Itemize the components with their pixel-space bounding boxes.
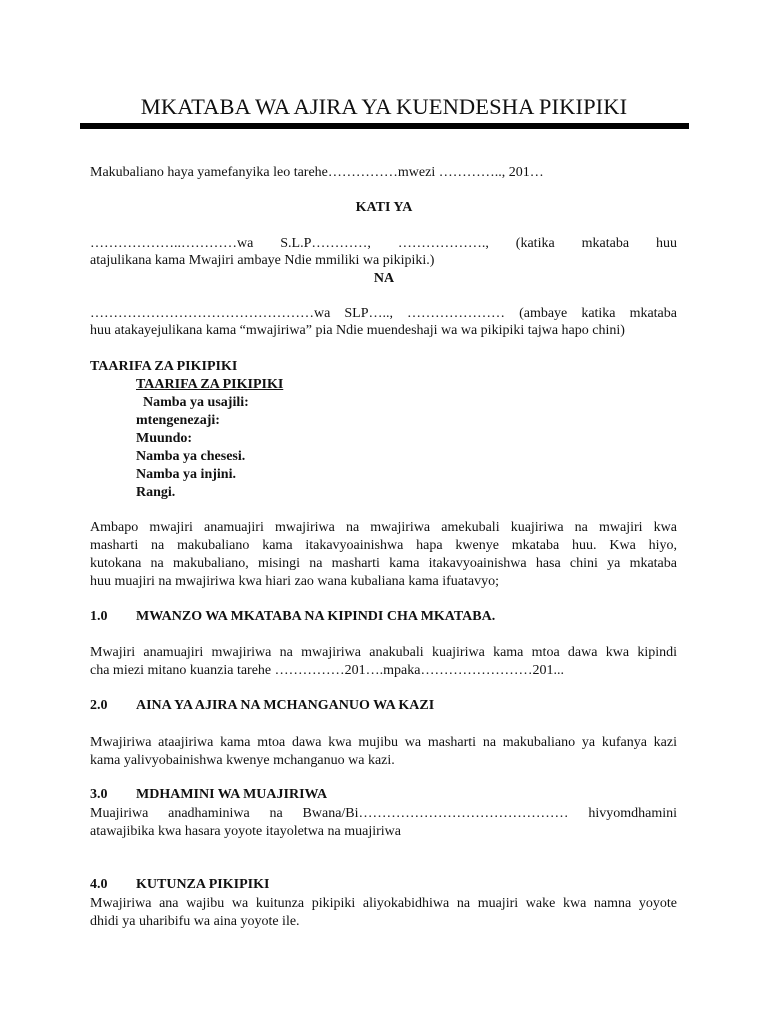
section-4-line2: dhidi ya uharibifu wa aina yoyote ile. (90, 914, 300, 929)
section-4-line1: Mwajiriwa ana wajibu wa kuitunza pikipiki aliyokabidhiwa na muajiri wake kwa namna yoyote (90, 896, 677, 911)
title-underline-rule (80, 123, 689, 129)
field-rangi: Rangi. (136, 485, 176, 500)
ambapo-line3: kutokana na makubaliano, misingi na masharti kama itakavyoainishwa hasa chini ya mkataba (90, 556, 677, 571)
section-3-number: 3.0 (90, 787, 108, 802)
section-2-line2: kama yalivyobainishwa kwenye mchanganuo wa kazi. (90, 753, 395, 768)
party2-line2: huu atakayejulikana kama “mwajiriwa” pia Ndie muendeshaji wa wa pikipiki tajwa hapo chini) (90, 323, 625, 338)
intro-line: Makubaliano haya yamefanyika leo tarehe……………mwezi ………….., 201… (90, 165, 544, 180)
section-1-line2: cha miezi mitano kuanzia tarehe ……………201….mpaka……………………201... (90, 663, 564, 678)
section-2-number: 2.0 (90, 698, 108, 713)
section-2-line1: Mwajiriwa ataajiriwa kama mtoa dawa kwa mujibu wa masharti na makubaliano ya kufanya kazi (90, 735, 677, 750)
ambapo-line1: Ambapo mwajiri anamuajiri mwajiriwa na mwajiriwa amekubali kuajiriwa na mwajiri kwa (90, 520, 677, 535)
section-3-line2: atawajibika kwa hasara yoyote itayoletwa na muajiriwa (90, 824, 401, 839)
taarifa-heading: TAARIFA ZA PIKIPIKI (90, 359, 238, 374)
section-3-line1: Muajiriwa anadhaminiwa na Bwana/Bi……………………………………… hivyomdhamini (90, 806, 677, 821)
section-4-number: 4.0 (90, 877, 108, 892)
section-2-title: AINA YA AJIRA NA MCHANGANUO WA KAZI (136, 698, 435, 713)
ambapo-line2: masharti na makubaliano kama itakavyoainishwa hapa kwenye mkataba huu. Kwa hiyo, (90, 538, 677, 553)
section-1-number: 1.0 (90, 609, 108, 624)
party1-line1: ………………..…………wa S.L.P…………, ………………., (katika mkataba huu (90, 236, 677, 251)
na-heading: NA (373, 271, 395, 286)
section-1-title: MWANZO WA MKATABA NA KIPINDI CHA MKATABA. (136, 609, 496, 624)
ambapo-line4: huu muajiri na mwajiriwa kwa hiari zao wana kubaliana kama ifuatavyo; (90, 574, 499, 589)
field-mtengenezaji: mtengenezaji: (136, 413, 220, 428)
kati-ya-heading: KATI YA (355, 200, 413, 215)
section-4-title: KUTUNZA PIKIPIKI (136, 877, 270, 892)
field-namba-ya-injini: Namba ya injini. (136, 467, 236, 482)
section-1-line1: Mwajiri anamuajiri mwajiriwa na mwajiriwa anakubali kuajiriwa kama mtoa dawa kwa kipindi (90, 645, 677, 660)
field-namba-ya-chesesi: Namba ya chesesi. (136, 449, 246, 464)
field-muundo: Muundo: (136, 431, 193, 446)
party2-line1: …………………………………………wa SLP….., ………………… (ambaye katika mkataba (90, 306, 677, 321)
field-namba-ya-usajili: Namba ya usajili: (143, 395, 249, 410)
section-3-title: MDHAMINI WA MUAJIRIWA (136, 787, 328, 802)
document-title: MKATABA WA AJIRA YA KUENDESHA PIKIPIKI (140, 94, 628, 119)
party1-line2: atajulikana kama Mwajiri ambaye Ndie mmiliki wa pikipiki.) (90, 253, 435, 268)
taarifa-subheading: TAARIFA ZA PIKIPIKI (136, 377, 284, 392)
